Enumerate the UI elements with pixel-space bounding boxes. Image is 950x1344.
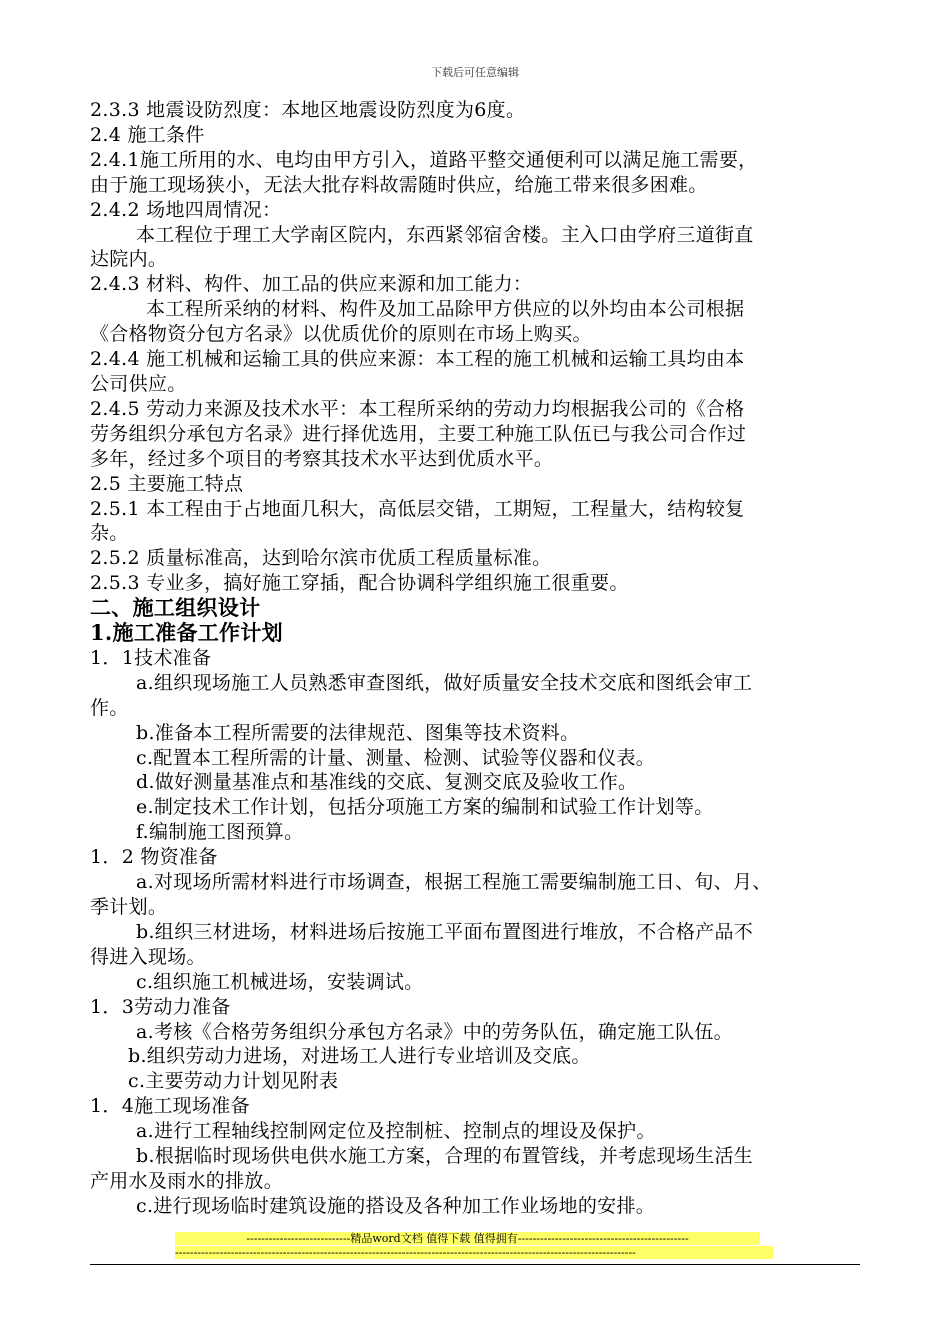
text-line: 作。 [90, 696, 129, 719]
text-line: c.进行现场临时建筑设施的搭设及各种加工作业场地的安排。 [136, 1194, 656, 1217]
text-line: 杂。 [90, 522, 129, 545]
text-line: 2.4.4 施工机械和运输工具的供应来源：本工程的施工机械和运输工具均由本 [90, 348, 745, 371]
text-line: d.做好测量基准点和基准线的交底、复测交底及验收工作。 [136, 771, 638, 794]
document-body [90, 98, 865, 1219]
text-line: 1．4施工现场准备 [90, 1095, 250, 1118]
text-line: 达院内。 [90, 248, 168, 271]
text-line: 2.4 施工条件 [90, 123, 205, 146]
text-line: 2.5.3 专业多，搞好施工穿插，配合协调科学组织施工很重要。 [90, 572, 629, 595]
text-line: b.根据临时现场供电供水施工方案，合理的布置管线，并考虑现场生活生 [136, 1145, 754, 1168]
section-heading: 二、施工组织设计 [90, 595, 261, 621]
text-line: 1．2 物资准备 [90, 846, 218, 869]
text-line: 得进入现场。 [90, 945, 206, 968]
text-line: 2.5.2 质量标准高，达到哈尔滨市优质工程质量标准。 [90, 547, 552, 570]
text-line: c.主要劳动力计划见附表 [128, 1070, 339, 1093]
text-line: 2.3.3 地震设防烈度：本地区地震设防烈度为6度。 [90, 99, 526, 121]
text-line: 公司供应。 [90, 372, 187, 395]
text-line: 劳务组织分承包方名录》进行择优选用，主要工种施工队伍已与我公司合作过 [90, 422, 747, 445]
text-line: e.制定技术工作计划，包括分项施工方案的编制和试验工作计划等。 [136, 796, 714, 819]
text-line: a.对现场所需材料进行市场调查，根据工程施工需要编制施工日、旬、月、 [136, 871, 772, 894]
text-line: 多年，经过多个项目的考察其技术水平达到优质水平。 [90, 447, 554, 470]
text-line: b.组织劳动力进场，对进场工人进行专业培训及交底。 [128, 1045, 591, 1068]
text-line: 本工程位于理工大学南区院内，东西紧邻宿舍楼。主入口由学府三道街直 [136, 223, 754, 246]
text-line: 2.4.1施工所用的水、电均由甲方引入，道路平整交通便利可以满足施工需要， [90, 148, 758, 171]
text-line: 2.4.2 场地四周情况： [90, 198, 282, 221]
footer-banner-text: ----------------------------精品word文档 值得下载 值得拥有---------------------------------------------- [175, 1232, 760, 1245]
text-line: 2.4.3 材料、构件、加工品的供应来源和加工能力： [90, 273, 533, 296]
text-line: 1．3劳动力准备 [90, 995, 231, 1018]
footer-banner-dashes: ---------------------------------------------------------------------------------------------------------------------------- [175, 1246, 773, 1259]
page-header-note: 下载后可任意编辑 [431, 66, 519, 79]
text-line: a.组织现场施工人员熟悉审查图纸，做好质量安全技术交底和图纸会审工 [136, 671, 753, 694]
text-line: c.组织施工机械进场，安装调试。 [136, 970, 424, 993]
text-line: b.组织三材进场，材料进场后按施工平面布置图进行堆放，不合格产品不 [136, 920, 754, 943]
text-line: 产用水及雨水的排放。 [90, 1169, 284, 1192]
text-line: 《合格物资分包方名录》以优质优价的原则在市场上购买。 [90, 323, 592, 346]
text-line: a.进行工程轴线控制网定位及控制桩、控制点的埋设及保护。 [136, 1120, 656, 1143]
text-line: 2.4.5 劳动力来源及技术水平：本工程所采纳的劳动力均根据我公司的《合格 [90, 397, 745, 420]
text-line: a.考核《合格劳务组织分承包方名录》中的劳务队伍，确定施工队伍。 [136, 1020, 733, 1043]
text-line: c.配置本工程所需的计量、测量、检测、试验等仪器和仪表。 [136, 746, 656, 769]
text-line: f.编制施工图预算。 [136, 821, 304, 844]
text-line: 2.5.1 本工程由于占地面几积大，高低层交错，工期短，工程量大，结构较复 [90, 497, 745, 520]
text-line: 由于施工现场狭小，无法大批存料故需随时供应，给施工带来很多困难。 [90, 173, 708, 196]
text-line: b.准备本工程所需要的法律规范、图集等技术资料。 [136, 721, 580, 744]
section-heading: 1.施工准备工作计划 [90, 620, 283, 646]
text-line: 季计划。 [90, 896, 168, 918]
text-line: 1．1技术准备 [90, 646, 212, 669]
text-line: 本工程所采纳的材料、构件及加工品除甲方供应的以外均由本公司根据 [146, 298, 745, 321]
footer-rule [90, 1264, 860, 1265]
text-line: 2.5 主要施工特点 [90, 472, 244, 495]
